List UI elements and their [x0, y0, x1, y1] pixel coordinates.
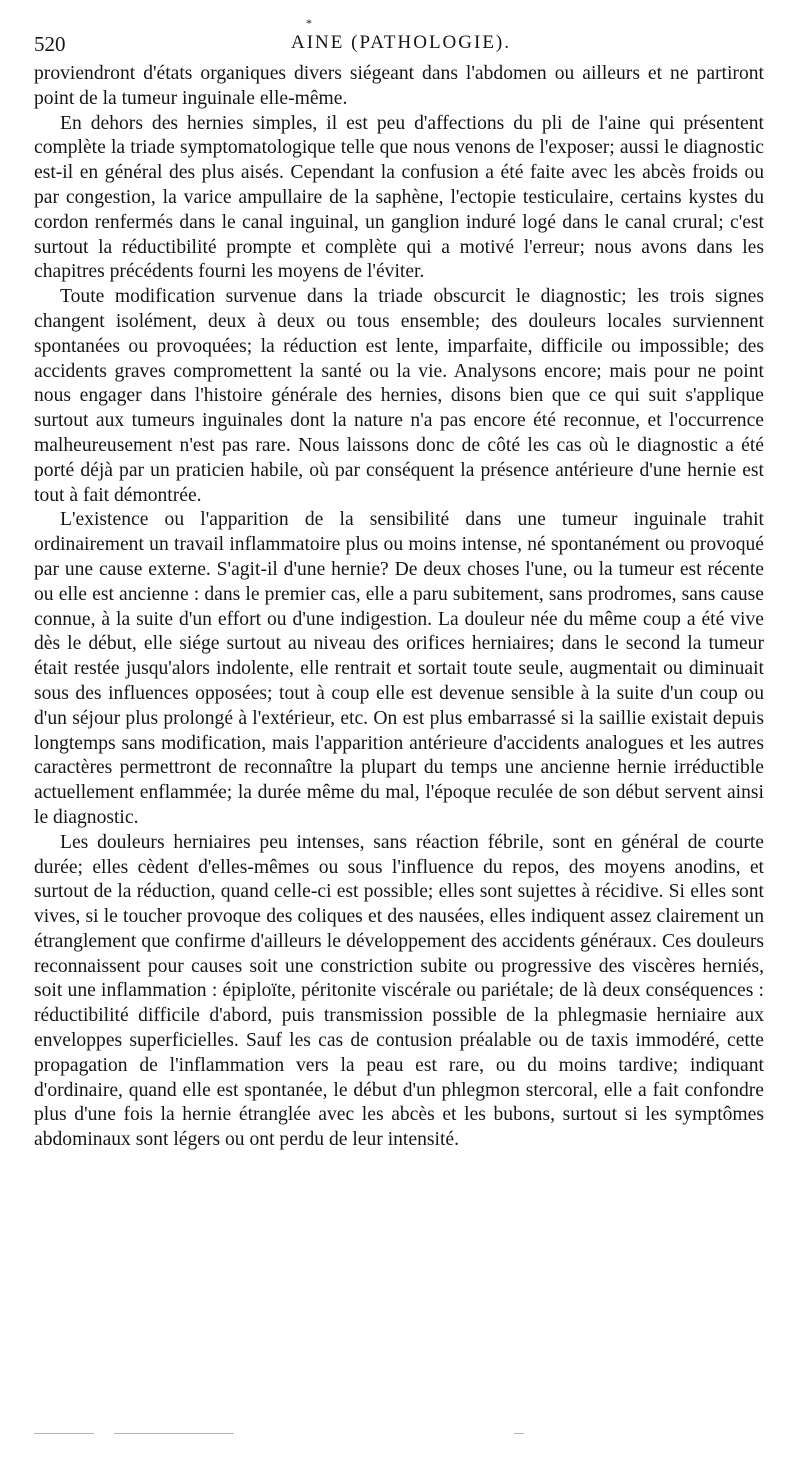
paragraph-douleurs-herniaires: Les douleurs herniaires peu intenses, sans réaction fébrile, sont en général de courte durée; elles cèdent d'elles-mêmes ou sous l'influence du repos, des moyens anodins, et surtout de la réduction, quand celle-ci est possible; elles sont sujettes à récidive. Si elles sont vives, si le toucher provoque des coliques et des nausées, elles indiquent assez clairement un étranglement que confirme d'ailleurs le développement des accidents généraux. Ces douleurs reconnaissent pour causes soit une constriction subite ou progressive des viscères herniés, soit une inflammation : épiploïte, péritonite viscérale ou pariétale; de là deux conséquences : réductibilité difficile d'abord, puis transmission possible de la phlegmasie herniaire aux enveloppes superficielles. Sauf les cas de contusion préalable ou de taxis immodéré, cette propagation de l'inflammation vers la peau est rare, ou du moins tardive; indiquant d'ordinaire, quand elle est spontanée, le début d'un phlegmon stercoral, elle a fait confondre plus d'une fois la hernie étranglée avec les abcès et les bubons, surtout si les symptômes abdominaux sont légers ou ont perdu de leur intensité.: [34, 831, 764, 1151]
page-number: 520: [34, 32, 66, 56]
page-title: AINE (PATHOLOGIE).: [291, 32, 511, 53]
paragraph-modification-triade: Toute modification survenue dans la triade obscurcit le diagnostic; les trois signes changent isolément, deux à deux ou tous ensemble; des douleurs locales surviennent spontanées ou provoquées; la réduction est lente, imparfaite, difficile ou impossible; des accidents graves compromettent la santé ou la vie. Analysons encore; mais pour ne point nous engager dans l'histoire générale des hernies, disons bien que ce qui suit s'applique surtout aux tumeurs inguinales dont la nature n'a pas encore été reconnue, et l'occurrence malheureusement n'est pas rare. Nous laissons donc de côté les cas où le diagnostic a été porté déjà par un praticien habile, où par conséquent la présence antérieure d'une hernie est tout à fait démontrée.: [34, 286, 764, 506]
paragraph-diagnostic-differentiel: En dehors des hernies simples, il est peu d'affections du pli de l'aine qui présentent complète la triade symptomatologique telle que nous venons de l'exposer; aussi le diagnostic est-il en général des plus aisés. Cependant la confusion a été faite avec les abcès froids ou par congestion, la varice ampullaire de la saphène, l'ectopie testiculaire, certains kystes du cordon renfermés dans le canal inguinal, un ganglion induré logé dans le canal crural; c'est surtout la réductibilité prompte et complète qui a motivé l'erreur; nous avons dans les chapitres précédents fourni les moyens de l'éviter.: [34, 112, 764, 283]
running-head: [34, 16, 768, 58]
footer-rule: [34, 1428, 534, 1440]
paragraph-sensibilite: L'existence ou l'apparition de la sensibilité dans une tumeur inguinale trahit ordinairement un travail inflammatoire plus ou moins intense, né spontanément ou provoqué par une cause externe. S'agit-il d'une hernie? De deux choses l'une, ou la tumeur est récente ou elle est ancienne : dans le premier cas, elle a paru subitement, sans prodromes, sans cause connue, à la suite d'un effort ou d'une indigestion. La douleur née du même coup a été vive dès le début, elle siége surtout au niveau des orifices herniaires; dans le second la tumeur était restée jusqu'alors indolente, elle rentrait et sortait toute seule, augmentait ou diminuait sous des influences opposées; tout à coup elle est devenue sensible à la suite d'un coup ou d'un séjour plus prolongé à l'extérieur, etc. On est plus embarrassé si la saillie existait depuis longtemps sans modification, mais l'apparition antérieure d'accidents analogues et les autres caractères permettront de reconnaître la plupart du temps une ancienne hernie irréductible actuellement enflammée; la durée même du mal, l'époque reculée de son début servent ainsi le diagnostic.: [34, 509, 764, 828]
paragraph-continuation: proviendront d'états organiques divers siégeant dans l'abdomen ou ailleurs et ne partiront point de la tumeur inguinale elle-même.: [34, 63, 764, 109]
star-mark: *: [306, 16, 312, 30]
body-text: [34, 62, 764, 1153]
